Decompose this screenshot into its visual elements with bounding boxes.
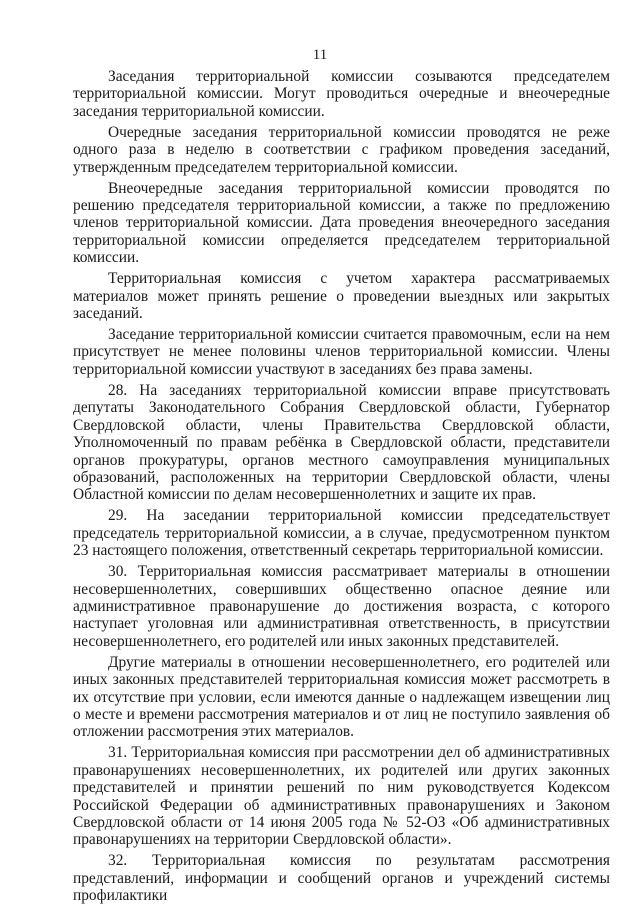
paragraph-clause-28: 28. На заседаниях территориальной комиссии вправе присутствовать депутаты Законодательного Собрания Свердловской области, Губернатор Свердловской области, члены Правительства Свердловской области, Уполномоченный по правам ребёнка в Свердловской области, представители органов прокуратуры, органов местного самоуправления муниципальных образований, расположенных на территории Свердловской области, члены Областной комиссии по делам несовершеннолетних и защите их прав. <box>73 381 610 504</box>
page-number: 11 <box>312 47 328 63</box>
paragraph-clause-29: 29. На заседании территориальной комиссии председательствует председатель территориальной комиссии, а в случае, предусмотренном пунктом 23 настоящего положения, ответственный секретарь территориальной комиссии. <box>73 507 610 560</box>
paragraph-regular-meetings: Очередные заседания территориальной комиссии проводятся не реже одного раза в неделю в соответствии с графиком проведения заседаний, утвержденным председателем территориальной комиссии. <box>73 123 610 176</box>
paragraph-other-materials: Другие материалы в отношении несовершеннолетнего, его родителей или иных законных представителей территориальная комиссия может рассмотреть в их отсутствие при условии, если имеются данные о надлежащем извещении лиц о месте и времени рассмотрения материалов и от лиц не поступило заявления об отложении рассмотрения этих материалов. <box>73 653 610 741</box>
paragraph-closed-meetings: Территориальная комиссия с учетом характера рассматриваемых материалов может принять решение о проведении выездных или закрытых заседаний. <box>73 270 610 323</box>
paragraph-clause-31: 31. Территориальная комиссия при рассмотрении дел об административных правонарушениях несовершеннолетних, их родителей или других законных представителей и принятии решений по ним руководствуется Кодексом Российской Федерации об административных правонарушениях и Законом Свердловской области от 14 июня 2005 года № 52-ОЗ «Об административных правонарушениях на территории Свердловской области». <box>73 744 610 849</box>
paragraph-extraordinary-meetings: Внеочередные заседания территориальной комиссии проводятся по решению председателя территориальной комиссии, а также по предложению членов территориальной комиссии. Дата проведения внеочередного заседания территориальной комиссии определяется председателем территориальной комиссии. <box>73 179 610 267</box>
paragraph-clause-30: 30. Территориальная комиссия рассматривает материалы в отношении несовершеннолетних, совершивших общественно опасное деяние или административное правонарушение до достижения возраста, с которого наступает уголовная или административная ответственность, в присутствии несовершеннолетнего, его родителей или иных законных представителей. <box>73 563 610 650</box>
paragraph-quorum: Заседание территориальной комиссии считается правомочным, если на нем присутствует не менее половины членов территориальной комиссии. Члены территориальной комиссии участвуют в заседаниях без права замены. <box>73 326 610 378</box>
body-text <box>73 68 610 905</box>
paragraph-meetings-convened: Заседания территориальной комиссии созываются председателем территориальной комиссии. Могут проводиться очередные и внеочередные заседания территориальной комиссии. <box>73 68 610 120</box>
paragraph-clause-32: 32. Территориальная комиссия по результатам рассмотрения представлений, информации и сообщений органов и учреждений системы профилактики <box>73 852 610 905</box>
